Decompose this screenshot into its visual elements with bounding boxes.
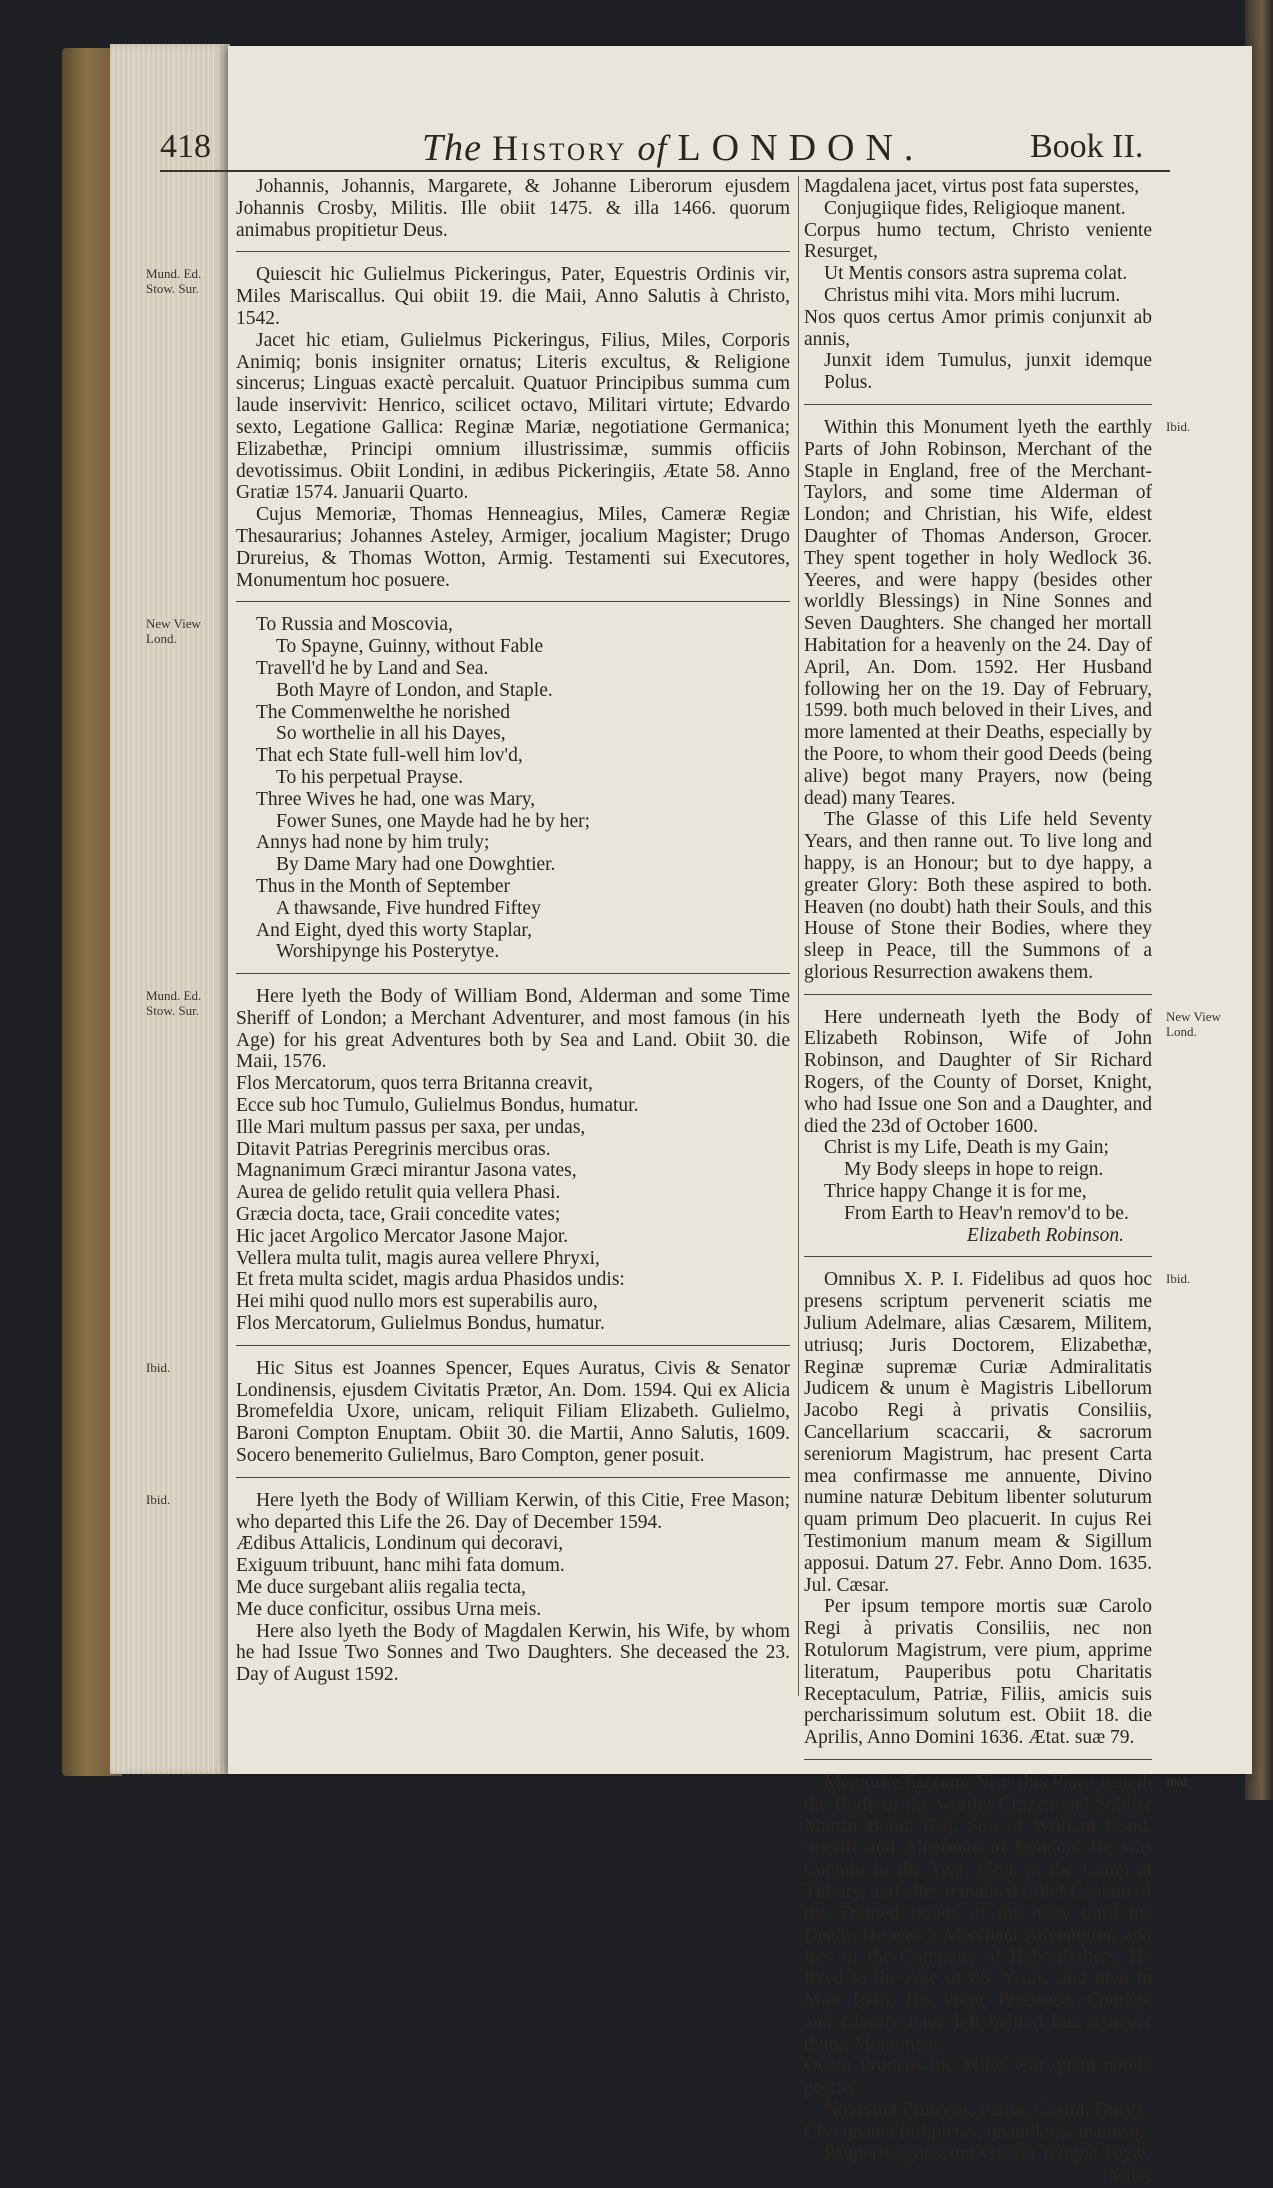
running-header — [160, 122, 1170, 172]
verse-line: Three Wives he had, one was Mary, — [256, 788, 536, 810]
verse-line: Me duce conficitur, ossibus Urna meis. — [236, 1598, 542, 1620]
verse-line: Flos Mercatorum, quos terra Britanna creavit, — [236, 1073, 593, 1095]
margin-citation: Ibid. — [1166, 418, 1191, 434]
epitaph-magdalena-verse — [804, 176, 1152, 394]
verse-line: Hic jacet Argolico Mercator Jasone Major. — [236, 1225, 569, 1247]
section-rule — [804, 1256, 1152, 1257]
verse-line: Hei mihi quod nullo mors est superabilis auro, — [236, 1291, 598, 1313]
epitaph-verse-staple — [146, 614, 790, 963]
epitaph-text: The Glasse of this Life held Seventy Years, and then ranne out. To live long and happy, is an Honour; but to dye happy, a greater Glory: Both these aspired to both. Heaven (no doubt) hath their Souls, and this House of Stone their Bodies, where they sleep in Peace, till the Summons of a glorious Resurrection awakens them. — [804, 809, 1152, 983]
verse-line: My Body sleeps in hope to reign. — [844, 1159, 1104, 1181]
verse-line: Aurea de gelido retulit quia vellera Phasi. — [236, 1182, 561, 1204]
verse-line: Ecce sub hoc Tumulo, Gulielmus Bondus, humatur. — [236, 1095, 639, 1117]
verse-line: Thus in the Month of September — [256, 875, 511, 897]
page-stack-edge — [110, 44, 230, 1774]
margin-citation: Ibid. — [146, 1491, 171, 1507]
header-rule — [160, 170, 1170, 172]
epitaph-text: Within this Monument lyeth the earthly Parts of John Robinson, Merchant of the Staple in England, free of the Merchant-Taylors, and some time Alderman of London; and Christian, his Wife, eldest Daughter of Thomas Anderson, Grocer. They spent together in holy Wedlock 36. Yeeres, and were happy (besides other worldly Blessings) in Nine Sonnes and Seven Daughters. She changed her mortall Habitation for a heavenly on the 24. Day of April, An. Dom. 1592. Her Husband following her on the 19. Day of February, 1599. both much beloved in their Lives, and more lamented at their Deaths, especially by the Poore, to whom their good Deeds (being alive) begot many Prayers, now (being dead) many Teares. — [804, 416, 1152, 809]
verse-line: Ædibus Attalicis, Londinum qui decoravi, — [236, 1533, 564, 1555]
epitaph-text: Per ipsum tempore mortis suæ Carolo Regi à privatis Consiliis, nec non Rotulorum Magistrum, vere pium, apprime literatum, Pauperibus potu Charitatis Receptaculum, Patriæ, Filiis, amicis suis percharissimum solutum est. Obiit 18. die Aprilis, Anno Domini 1636. Ætat. suæ 79. — [804, 1596, 1152, 1749]
verse-line: Travell'd he by Land and Sea. — [256, 657, 489, 679]
right-column — [804, 176, 1221, 2188]
left-column — [146, 176, 790, 1686]
epitaph-text: Memoriæ Sacrum. Near this Place resteth the Body of the worthy Citizen and Soldier Martin Bond, Esq; Son of William Bond, Sheriff and Alderman of London. He was Captain in the Year 1588. at the Camp at Tilbury, and after remained Chief Captain of the Trained Bands of this City until his Death. He was a Merchant Adventurer, and free of the Company of Haberdashers. He lived to the Age of 85. Years, and died in May 1643. His Piety, Prudence, Courage and Charity have left behind him a never dying Monument. — [804, 1771, 1152, 2055]
verse-line: Christus mihi vita. Mors mihi lucrum. — [824, 284, 1121, 306]
margin-citation: New View Lond. — [146, 616, 201, 647]
verse-line: Magnanimum Græci mirantur Jasona vates, — [236, 1160, 577, 1182]
verse-line: Magdalena jacet, virtus post fata superstes, — [804, 176, 1140, 197]
margin-citation: Ibid. — [1166, 1271, 1191, 1287]
section-rule — [804, 1759, 1152, 1760]
section-rule — [804, 994, 1152, 995]
title-london: LONDON. — [677, 127, 925, 169]
verse-line: Flos Mercatorum, Gulielmus Bondus, humatur. — [236, 1313, 605, 1335]
epitaph-william-bond — [146, 986, 790, 1335]
epitaph-text: Quiescit hic Gulielmus Pickeringus, Pater, Equestris Ordinis vir, Miles Mariscallus. Qui obiit 19. die Maii, Anno Salutis à Christo, 1542. — [236, 264, 790, 329]
epitaph-spencer — [146, 1357, 790, 1467]
epitaph-kerwin — [146, 1489, 790, 1686]
column-divider — [798, 176, 799, 1696]
section-rule — [236, 1345, 790, 1346]
epitaph-text: Here lyeth the Body of William Kerwin, of this Citie, Free Mason; who departed this Life the 26. Day of December 1594. — [236, 1489, 790, 1533]
verse-line: Civi quanta fuit pietas, quam larga manusq; — [804, 2120, 1145, 2142]
verse-line: Græcia docta, tace, Graii concedite vates; — [236, 1204, 561, 1226]
verse-line: Annys had none by him truly; — [256, 832, 490, 854]
verse-line: Vellera multa tulit, magis aurea vellere Phryxi, — [236, 1247, 600, 1269]
section-rule — [236, 251, 790, 252]
epitaph-julius-caesar — [804, 1269, 1191, 1749]
verse-line: Worshipynge his Posterytye. — [276, 941, 500, 963]
epitaph-text: Here lyeth the Body of William Bond, Alderman and some Time Sheriff of London; a Merchant Adventurer, and most famous (in his Age) for his great Adventures both by Sea and Land. Obiit 30. die Maii, 1576. — [236, 986, 790, 1073]
verse-line: Thrice happy Change it is for me, — [824, 1181, 1087, 1203]
verse-line: Christ is my Life, Death is my Gain; — [824, 1137, 1109, 1159]
verse-line: To Spayne, Guinny, without Fable — [276, 636, 544, 658]
verse-line: Junxit idem Tumulus, junxit idemque Polus. — [824, 350, 1152, 394]
verse-line: Corpus humo tectum, Christo veniente Resurget, — [804, 219, 1152, 263]
margin-citation: Ibid. — [1166, 1773, 1191, 1789]
verse-line: Ut Mentis consors astra suprema colat. — [824, 263, 1128, 285]
verse-line: The Commenwelthe he norished — [256, 701, 510, 723]
epitaph-text: Omnibus X. P. I. Fidelibus ad quos hoc presens scriptum pervenerit sciatis me Julium Adelmare, alias Cæsarem, Militem, utriusq; Juris Doctorem, Elizabethæ, Reginæ supremæ Curiæ Admiralitatis Judicem & unum è Magistris Libellorum Jacobo Regi à privatis Consiliis, Cancellarium scaccarii, & sacrorum sereniorum Magistrum, hac present Carta mea confirmasse me annuente, Divino numine naturæ Debitum libenter soluturum quam primum Deo placuerit. In cujus Rei Testimonium manum meam & Sigillum apposui. Datum 27. Febr. Anno Dom. 1635. Jul. Cæsar. — [804, 1269, 1152, 1596]
verse-line: To his perpetual Prayse. — [276, 766, 464, 788]
margin-citation: Mund. Ed. Stow. Sur. — [146, 988, 202, 1019]
section-rule — [236, 973, 790, 974]
section-rule — [804, 404, 1152, 405]
section-rule — [236, 1477, 790, 1478]
title-of: of — [637, 128, 668, 168]
epitaph-text: Here also lyeth the Body of Magdalen Kerwin, his Wife, by whom he had Issue Two Sonnes and Two Daughters. She deceased the 23. Day of August 1592. — [236, 1620, 790, 1686]
verse-line: Et freta multa scidet, magis ardua Phasidos undis: — [236, 1269, 625, 1291]
verse-line: Quam Prudens hic Miles erat quam nobile pectus — [804, 2055, 1152, 2099]
epitaph-john-robinson — [804, 416, 1191, 984]
verse-line: Conjugiique fides, Religioque manent. — [824, 197, 1126, 219]
verse-line: Pauperis agnoscunt viscera Templa Togæ. — [824, 2142, 1151, 2164]
epitaph-signature: Elizabeth Robinson. — [966, 1224, 1124, 1246]
verse-line: By Dame Mary had one Dowghtier. — [276, 854, 556, 876]
verse-line: Exiguum tribuunt, hanc mihi fata domum. — [236, 1555, 565, 1577]
epitaph-elizabeth-robinson — [804, 1006, 1221, 1247]
verse-line: From Earth to Heav'n remov'd to be. — [844, 1202, 1129, 1224]
verse-line: Both Mayre of London, and Staple. — [276, 679, 553, 701]
catchword: Miles — [1108, 2166, 1152, 2188]
epitaph-crosby — [236, 176, 790, 241]
epitaph-text: Here underneath lyeth the Body of Elizabeth Robinson, Wife of John Robinson, and Daughter of Sir Richard Rogers, of the County of Dorset, Knight, who had Issue one Son and a Daughter, and died the 23d of October 1600. — [804, 1006, 1152, 1137]
epitaph-text: Hic Situs est Joannes Spencer, Eques Auratus, Civis & Senator Londinensis, ejusdem Civitatis Prætor, An. Dom. 1594. Qui ex Alicia Bromefeldia Uxore, unicam, reliquit Filiam Elizabeth. Gulielmo, Baroni Compton Enuptam. Obiit 30. die Martii, Anno Salutis, 1609. Socero benemerito Gulielmus, Baro Compton, gener posuit. — [236, 1357, 790, 1467]
verse-line: And Eight, dyed this worty Staplar, — [256, 919, 532, 941]
verse-line: Me duce surgebant aliis regalia tecta, — [236, 1577, 526, 1599]
epitaph-text: Johannis, Johannis, Margarete, & Johanne Liberorum ejusdem Johannis Crosby, Militis. Ille obiit 1475. & illa 1466. quorum animabus propitietur Deus. — [236, 176, 790, 241]
page-number: 418 — [160, 128, 211, 165]
verse-line: A thawsande, Five hundred Fiftey — [276, 897, 541, 919]
title-the: The — [422, 127, 482, 169]
margin-citation: New View Lond. — [1166, 1008, 1221, 1039]
verse-line: That ech State full-well him lov'd, — [256, 745, 523, 767]
section-rule — [236, 601, 790, 602]
verse-line: To Russia and Moscovia, — [256, 614, 453, 636]
margin-citation: Ibid. — [146, 1359, 171, 1375]
verse-line: Fower Sunes, one Mayde had he by her; — [276, 810, 591, 832]
epitaph-pickering — [146, 264, 790, 591]
title-history: History — [492, 128, 628, 168]
verse-line: So worthelie in all his Dayes, — [276, 723, 506, 745]
verse-line: Nos quos certus Amor primis conjunxit ab annis, — [804, 306, 1152, 350]
verse-line: Noverunt Princeps, Patria, Castra, Duces. — [824, 2098, 1148, 2120]
book-label: Book II. — [1030, 128, 1144, 165]
epitaph-text: Jacet hic etiam, Gulielmus Pickeringus, Filius, Miles, Corporis Animiq; bonis insigniter ornatus; Literis excultus, & Religione sincerus; Linguas exactè percaluit. Quatuor Principibus summa cum laude inservivit: Henrico, scilicet octavo, Militari virtute; Edvardo sexto, Legatione Gallica: Reginæ Mariæ, negotiatione Germanica; Elizabethæ, Principi omnium illustrissimæ, summis officiis devotissimus. Obiit Londini, in ædibus Pickeringiis, Ætate 58. Anno Gratiæ 1574. Januarii Quarto. — [236, 329, 790, 504]
verse-line: Ditavit Patrias Peregrinis mercibus oras. — [236, 1138, 551, 1160]
verse-line: Ille Mari multum passus per saxa, per undas, — [236, 1116, 586, 1138]
epitaph-martin-bond — [804, 1771, 1191, 2164]
page-title — [422, 126, 924, 170]
margin-citation: Mund. Ed. Stow. Sur. — [146, 266, 202, 297]
epitaph-text: Cujus Memoriæ, Thomas Henneagius, Miles, Cameræ Regiæ Thesaurarius; Johannes Asteley, Armiger, jocalium Magister; Drugo Drureius, & Thomas Wotton, Armig. Testamenti sui Executores, Monumentum hoc posuere. — [236, 504, 790, 591]
